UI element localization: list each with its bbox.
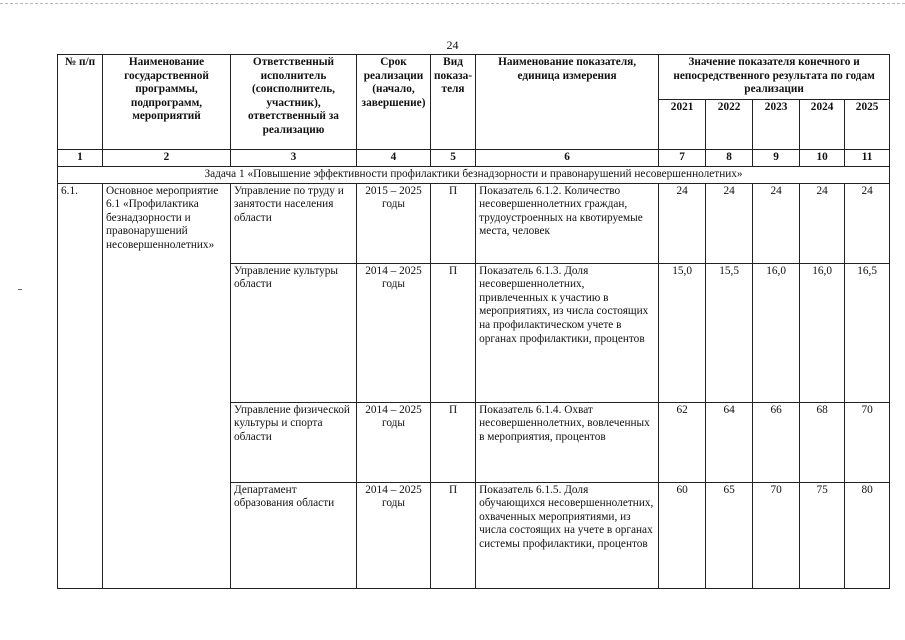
row-indicator: Показатель 6.1.3. Доля несовершеннолетних, привлеченных к участию в мероприятиях, из числа состоящих на профилактическом учете в органах профилактики, процентов bbox=[476, 263, 659, 402]
row-value: 24 bbox=[845, 183, 890, 263]
row-executor: Управление культуры области bbox=[231, 263, 357, 402]
page-number: 24 bbox=[446, 38, 459, 52]
column-number: 5 bbox=[431, 150, 476, 167]
header-term: Срок реализации (начало, завершение) bbox=[357, 55, 431, 150]
row-term: 2015 – 2025 годы bbox=[357, 183, 431, 263]
header-type: Вид показа-теля bbox=[431, 55, 476, 150]
table-row bbox=[58, 482, 890, 588]
column-number: 2 bbox=[103, 150, 231, 167]
row-value: 75 bbox=[800, 482, 845, 588]
row-value: 16,0 bbox=[800, 263, 845, 402]
row-term: 2014 – 2025 годы bbox=[357, 263, 431, 402]
header-year: 2021 bbox=[659, 100, 706, 150]
margin-mark bbox=[18, 289, 22, 290]
column-number: 1 bbox=[58, 150, 103, 167]
header-year: 2023 bbox=[753, 100, 800, 150]
row-value: 16,5 bbox=[845, 263, 890, 402]
header-indicator: Наименование показателя, единица измерения bbox=[476, 55, 659, 150]
row-value: 24 bbox=[800, 183, 845, 263]
table-row bbox=[58, 263, 890, 402]
row-term: 2014 – 2025 годы bbox=[357, 482, 431, 588]
row-indicator: Показатель 6.1.2. Количество несовершеннолетних граждан, трудоустроенных на квотируемые места, человек bbox=[476, 183, 659, 263]
section-number: 6.1. bbox=[58, 183, 103, 263]
row-value: 70 bbox=[845, 402, 890, 482]
header-num: № п/п bbox=[58, 55, 103, 150]
section-number-continued bbox=[58, 263, 103, 402]
header-year: 2022 bbox=[706, 100, 753, 150]
row-indicator: Показатель 6.1.5. Доля обучающихся несовершеннолетних, охваченных мероприятиями, из числа состоящих на учете в органах системы профилактики, процентов bbox=[476, 482, 659, 588]
row-value: 66 bbox=[753, 402, 800, 482]
row-value: 70 bbox=[753, 482, 800, 588]
column-numbers-row bbox=[58, 150, 890, 167]
row-value: 16,0 bbox=[753, 263, 800, 402]
header-values-title: Значение показателя конечного и непосредственного результата по годам реализации bbox=[659, 55, 890, 100]
row-value: 62 bbox=[659, 402, 706, 482]
header-year: 2024 bbox=[800, 100, 845, 150]
row-value: 60 bbox=[659, 482, 706, 588]
table-row bbox=[58, 183, 890, 263]
row-value: 80 bbox=[845, 482, 890, 588]
row-value: 24 bbox=[659, 183, 706, 263]
row-value: 15,0 bbox=[659, 263, 706, 402]
row-value: 24 bbox=[753, 183, 800, 263]
task-title: Задача 1 «Повышение эффективности профилактики безнадзорности и правонарушений несовершеннолетних» bbox=[58, 167, 890, 184]
row-value: 64 bbox=[706, 402, 753, 482]
section-number-continued bbox=[58, 482, 103, 588]
row-value: 15,5 bbox=[706, 263, 753, 402]
header-row-1 bbox=[58, 55, 890, 100]
row-indicator: Показатель 6.1.4. Охват несовершеннолетних, вовлеченных в мероприятия, процентов bbox=[476, 402, 659, 482]
row-term: 2014 – 2025 годы bbox=[357, 402, 431, 482]
row-executor: Управление по труду и занятости населения области bbox=[231, 183, 357, 263]
row-type: П bbox=[431, 402, 476, 482]
column-number: 4 bbox=[357, 150, 431, 167]
header-executor: Ответственный исполнитель (соисполнитель, участник), ответственный за реализацию bbox=[231, 55, 357, 150]
row-value: 24 bbox=[706, 183, 753, 263]
row-type: П bbox=[431, 263, 476, 402]
row-type: П bbox=[431, 482, 476, 588]
section-program-continued bbox=[103, 482, 231, 588]
header-program: Наименование государственной программы, подпрограмм, мероприятий bbox=[103, 55, 231, 150]
row-executor: Управление физической культуры и спорта области bbox=[231, 402, 357, 482]
column-number: 8 bbox=[706, 150, 753, 167]
section-number-continued bbox=[58, 402, 103, 482]
column-number: 9 bbox=[753, 150, 800, 167]
column-number: 11 bbox=[845, 150, 890, 167]
table-row bbox=[58, 402, 890, 482]
row-value: 68 bbox=[800, 402, 845, 482]
column-number: 6 bbox=[476, 150, 659, 167]
row-value: 65 bbox=[706, 482, 753, 588]
section-program-continued bbox=[103, 263, 231, 402]
task-row bbox=[58, 167, 890, 184]
indicators-table bbox=[57, 54, 890, 589]
column-number: 7 bbox=[659, 150, 706, 167]
section-program: Основное мероприятие 6.1 «Профилактика безнадзорности и правонарушений несовершеннолетних» bbox=[103, 183, 231, 263]
row-executor: Департамент образования области bbox=[231, 482, 357, 588]
header-year: 2025 bbox=[845, 100, 890, 150]
column-number: 10 bbox=[800, 150, 845, 167]
top-dashed-border bbox=[0, 3, 905, 4]
column-number: 3 bbox=[231, 150, 357, 167]
row-type: П bbox=[431, 183, 476, 263]
section-program-continued bbox=[103, 402, 231, 482]
